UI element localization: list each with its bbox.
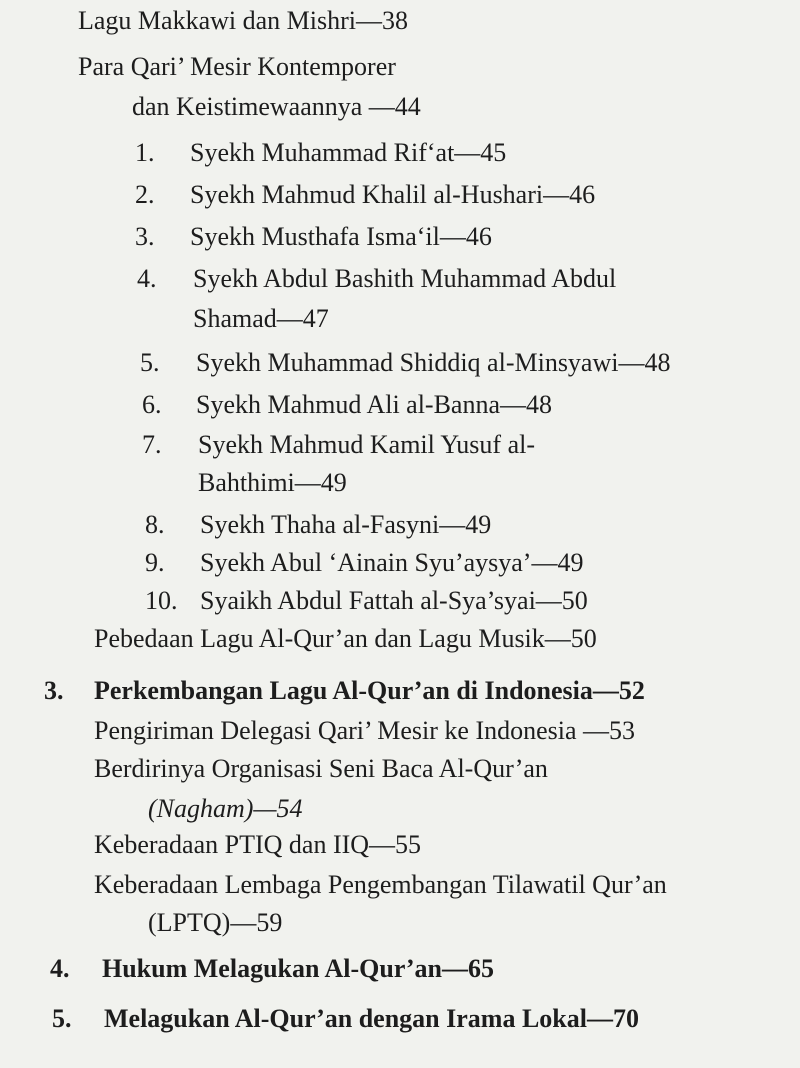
- list-item: Syekh Muhammad Rif‘at—45: [190, 138, 507, 167]
- toc-line-pengiriman: Pengiriman Delegasi Qari’ Mesir ke Indonesia —53: [94, 716, 636, 745]
- list-item-number: 1.: [135, 138, 155, 167]
- toc-line-nagham: (Nagham)—54: [148, 794, 303, 823]
- toc-line-ptiq: Keberadaan PTIQ dan IIQ—55: [94, 830, 422, 859]
- list-item-number: 3.: [135, 222, 155, 251]
- section-heading: Melagukan Al-Qur’an dengan Irama Lokal—70: [104, 1004, 639, 1033]
- list-item-number: 6.: [142, 390, 162, 419]
- list-item: Syekh Mahmud Ali al-Banna—48: [196, 390, 553, 419]
- toc-line-lptq: Keberadaan Lembaga Pengembangan Tilawatil Qur’an: [94, 870, 667, 899]
- list-item-continuation: Bahthimi—49: [198, 468, 347, 497]
- section-heading: Hukum Melagukan Al-Qur’an—65: [102, 954, 494, 983]
- list-item: Syekh Abul ‘Ainain Syu’aysya’—49: [200, 548, 584, 577]
- toc-line-keistimewaan: dan Keistimewaannya —44: [132, 92, 421, 121]
- list-item-continuation: Shamad—47: [193, 304, 329, 333]
- section-heading: Perkembangan Lagu Al-Qur’an di Indonesia—52: [94, 676, 645, 705]
- toc-line-berdirinya: Berdirinya Organisasi Seni Baca Al-Qur’an: [94, 754, 548, 783]
- list-item: Syekh Abdul Bashith Muhammad Abdul: [193, 264, 617, 293]
- list-item-number: 10.: [145, 586, 178, 615]
- section-number: 4.: [50, 954, 70, 983]
- list-item: Syekh Thaha al-Fasyni—49: [200, 510, 492, 539]
- list-item: Syaikh Abdul Fattah al-Sya’syai—50: [200, 586, 588, 615]
- toc-line-lptq-cont: (LPTQ)—59: [148, 908, 283, 937]
- list-item: Syekh Mahmud Khalil al-Hushari—46: [190, 180, 596, 209]
- list-item-number: 9.: [145, 548, 165, 577]
- toc-line-pebedaan: Pebedaan Lagu Al-Qur’an dan Lagu Musik—50: [94, 624, 597, 653]
- list-item: Syekh Muhammad Shiddiq al-Minsyawi—48: [196, 348, 671, 377]
- section-number: 3.: [44, 676, 64, 705]
- list-item-number: 5.: [140, 348, 160, 377]
- section-number: 5.: [52, 1004, 72, 1033]
- list-item-number: 2.: [135, 180, 155, 209]
- list-item: Syekh Mahmud Kamil Yusuf al-: [198, 430, 535, 459]
- list-item: Syekh Musthafa Isma‘il—46: [190, 222, 492, 251]
- list-item-number: 7.: [142, 430, 162, 459]
- toc-line-para-qari: Para Qari’ Mesir Kontemporer: [78, 52, 396, 81]
- toc-line-lagu-makkawi: Lagu Makkawi dan Mishri—38: [78, 6, 409, 35]
- list-item-number: 4.: [137, 264, 157, 293]
- list-item-number: 8.: [145, 510, 165, 539]
